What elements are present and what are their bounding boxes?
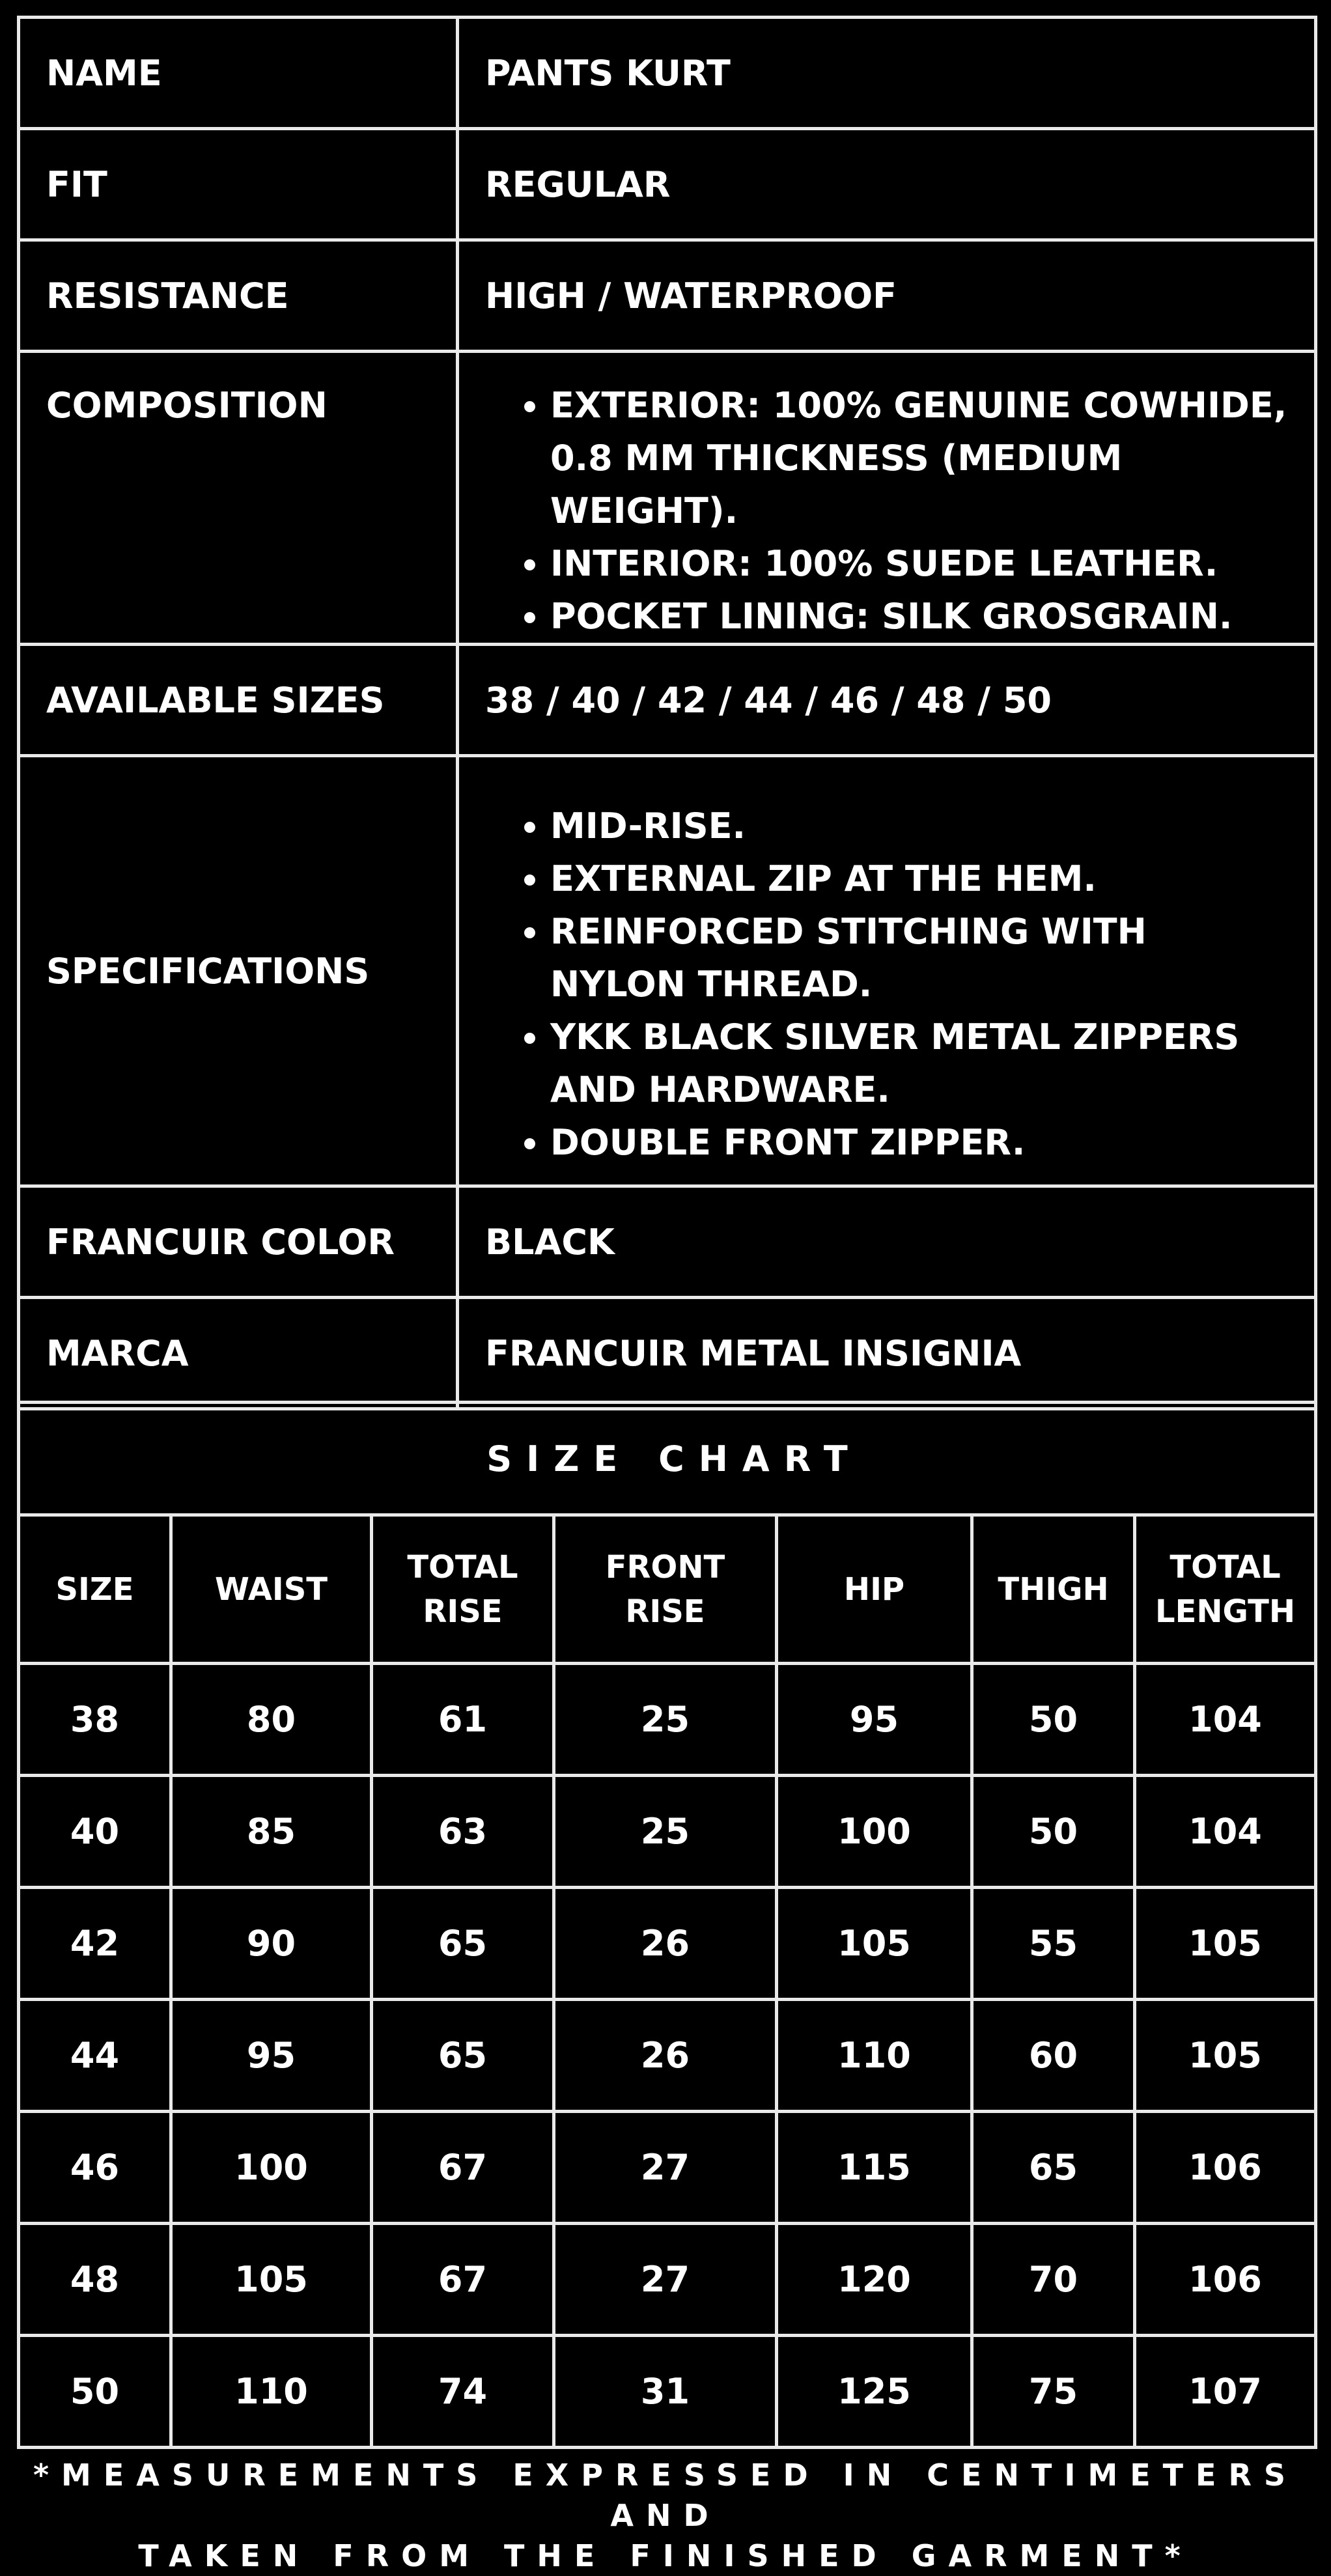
column-header-line: FRONT <box>605 1548 725 1586</box>
composition-item: • EXTERIOR: 100% GENUINE COWHIDE, 0.8 MM THICKNESS (MEDIUM WEIGHT). <box>550 379 1288 537</box>
spec-label-composition: COMPOSITION <box>19 352 458 645</box>
spec-value-name: PANTS KURT <box>458 18 1316 129</box>
column-header-line: RISE <box>423 1593 503 1630</box>
spec-row-name <box>19 18 1316 129</box>
spec-row-resistance <box>19 240 1316 352</box>
column-header-line: SIZE <box>55 1571 134 1608</box>
size-chart-column-header <box>1135 1515 1316 1664</box>
composition-item: • POCKET LINING: SILK GROSGRAIN. <box>550 590 1288 643</box>
measurement-cell: 25 <box>554 1664 777 1776</box>
size-cell: 44 <box>19 2000 171 2112</box>
specifications-list <box>485 800 1288 1169</box>
measurement-cell: 74 <box>372 2336 554 2448</box>
measurement-cell: 125 <box>777 2336 972 2448</box>
measurement-cell: 55 <box>972 1888 1135 2000</box>
spec-value-resistance: HIGH / WATERPROOF <box>458 240 1316 352</box>
measurement-cell: 50 <box>972 1776 1135 1888</box>
spec-row-composition <box>19 352 1316 645</box>
measurement-cell: 80 <box>171 1664 372 1776</box>
measurement-cell: 95 <box>171 2000 372 2112</box>
size-chart-column-header <box>777 1515 972 1664</box>
column-header-line: THIGH <box>998 1571 1109 1608</box>
measurement-cell: 105 <box>1135 1888 1316 2000</box>
spec-row-marca <box>19 1298 1316 1409</box>
spec-label-marca: MARCA <box>19 1298 458 1409</box>
column-header-line: HIP <box>843 1571 905 1608</box>
spec-value-specifications <box>458 756 1316 1186</box>
measurement-cell: 104 <box>1135 1664 1316 1776</box>
measurement-cell: 110 <box>171 2336 372 2448</box>
column-header-line: TOTAL <box>407 1548 518 1586</box>
size-chart-body <box>19 1664 1316 2448</box>
measurement-cell: 90 <box>171 1888 372 2000</box>
spec-label-fit: FIT <box>19 129 458 240</box>
measurement-cell: 115 <box>777 2112 972 2224</box>
measurement-cell: 95 <box>777 1664 972 1776</box>
measurement-cell: 105 <box>777 1888 972 2000</box>
size-cell: 40 <box>19 1776 171 1888</box>
measurement-cell: 65 <box>372 1888 554 2000</box>
measurement-cell: 67 <box>372 2112 554 2224</box>
footnote-line: TAKEN FROM THE FINISHED GARMENT* <box>138 2538 1193 2573</box>
measurement-cell: 106 <box>1135 2112 1316 2224</box>
measurement-cell: 120 <box>777 2224 972 2336</box>
measurement-cell: 75 <box>972 2336 1135 2448</box>
measurement-cell: 70 <box>972 2224 1135 2336</box>
measurement-cell: 27 <box>554 2224 777 2336</box>
size-chart-column-header <box>372 1515 554 1664</box>
measurement-cell: 27 <box>554 2112 777 2224</box>
measurement-cell: 26 <box>554 2000 777 2112</box>
spec-label-name: NAME <box>19 18 458 129</box>
specifications-item: • EXTERNAL ZIP AT THE HEM. <box>550 852 1288 905</box>
spec-row-available-sizes <box>19 645 1316 756</box>
size-chart-row <box>19 1664 1316 1776</box>
measurement-cell: 105 <box>1135 2000 1316 2112</box>
composition-list <box>485 379 1288 643</box>
product-spec-table <box>17 16 1317 1410</box>
size-chart-row <box>19 2112 1316 2224</box>
measurement-cell: 100 <box>171 2112 372 2224</box>
measurement-cell: 50 <box>972 1664 1135 1776</box>
specifications-item: • MID-RISE. <box>550 800 1288 852</box>
measurement-cell: 60 <box>972 2000 1135 2112</box>
footnote-line: *MEASUREMENTS EXPRESSED IN CENTIMETERS AND <box>33 2457 1298 2533</box>
measurement-cell: 65 <box>372 2000 554 2112</box>
size-chart-row <box>19 2336 1316 2448</box>
measurement-cell: 63 <box>372 1776 554 1888</box>
specifications-item: • DOUBLE FRONT ZIPPER. <box>550 1116 1288 1169</box>
size-chart-header-row <box>19 1515 1316 1664</box>
specifications-item: • YKK BLACK SILVER METAL ZIPPERS AND HARDWARE. <box>550 1011 1288 1116</box>
size-chart-row <box>19 2000 1316 2112</box>
spec-label-specifications: SPECIFICATIONS <box>19 756 458 1186</box>
spec-row-specifications <box>19 756 1316 1186</box>
measurement-cell: 67 <box>372 2224 554 2336</box>
column-header-line: TOTAL <box>1170 1548 1281 1586</box>
measurement-cell: 85 <box>171 1776 372 1888</box>
measurement-cell: 110 <box>777 2000 972 2112</box>
measurement-cell: 65 <box>972 2112 1135 2224</box>
measurement-cell: 106 <box>1135 2224 1316 2336</box>
spec-row-color <box>19 1186 1316 1298</box>
size-chart-column-header <box>171 1515 372 1664</box>
size-cell: 48 <box>19 2224 171 2336</box>
size-chart-row <box>19 1888 1316 2000</box>
size-chart-row <box>19 1776 1316 1888</box>
size-chart-row <box>19 2224 1316 2336</box>
size-cell: 42 <box>19 1888 171 2000</box>
measurement-cell: 61 <box>372 1664 554 1776</box>
measurement-cell: 31 <box>554 2336 777 2448</box>
spec-row-fit <box>19 129 1316 240</box>
spec-label-available-sizes: AVAILABLE SIZES <box>19 645 458 756</box>
size-cell: 50 <box>19 2336 171 2448</box>
specifications-item: • REINFORCED STITCHING WITH NYLON THREAD. <box>550 905 1288 1011</box>
spec-label-resistance: RESISTANCE <box>19 240 458 352</box>
spec-label-color: FRANCUIR COLOR <box>19 1186 458 1298</box>
measurement-cell: 25 <box>554 1776 777 1888</box>
spec-value-color: BLACK <box>458 1186 1316 1298</box>
spec-value-marca: FRANCUIR METAL INSIGNIA <box>458 1298 1316 1409</box>
measurement-cell: 100 <box>777 1776 972 1888</box>
column-header-line: RISE <box>625 1593 705 1630</box>
measurement-cell: 105 <box>171 2224 372 2336</box>
spec-value-available-sizes: 38 / 40 / 42 / 44 / 46 / 48 / 50 <box>458 645 1316 756</box>
size-chart-title: SIZE CHART <box>19 1403 1316 1515</box>
size-cell: 38 <box>19 1664 171 1776</box>
measurement-cell: 104 <box>1135 1776 1316 1888</box>
measurement-cell: 107 <box>1135 2336 1316 2448</box>
column-header-line: WAIST <box>214 1571 328 1608</box>
measurement-footnote <box>17 2455 1314 2576</box>
spec-value-composition <box>458 352 1316 645</box>
size-chart-column-header <box>19 1515 171 1664</box>
composition-item: • INTERIOR: 100% SUEDE LEATHER. <box>550 537 1288 590</box>
size-chart-title-row <box>19 1403 1316 1515</box>
size-cell: 46 <box>19 2112 171 2224</box>
column-header-line: LENGTH <box>1155 1593 1296 1630</box>
size-chart-column-header <box>972 1515 1135 1664</box>
spec-value-fit: REGULAR <box>458 129 1316 240</box>
size-chart-column-header <box>554 1515 777 1664</box>
measurement-cell: 26 <box>554 1888 777 2000</box>
size-chart-table <box>17 1401 1317 2449</box>
